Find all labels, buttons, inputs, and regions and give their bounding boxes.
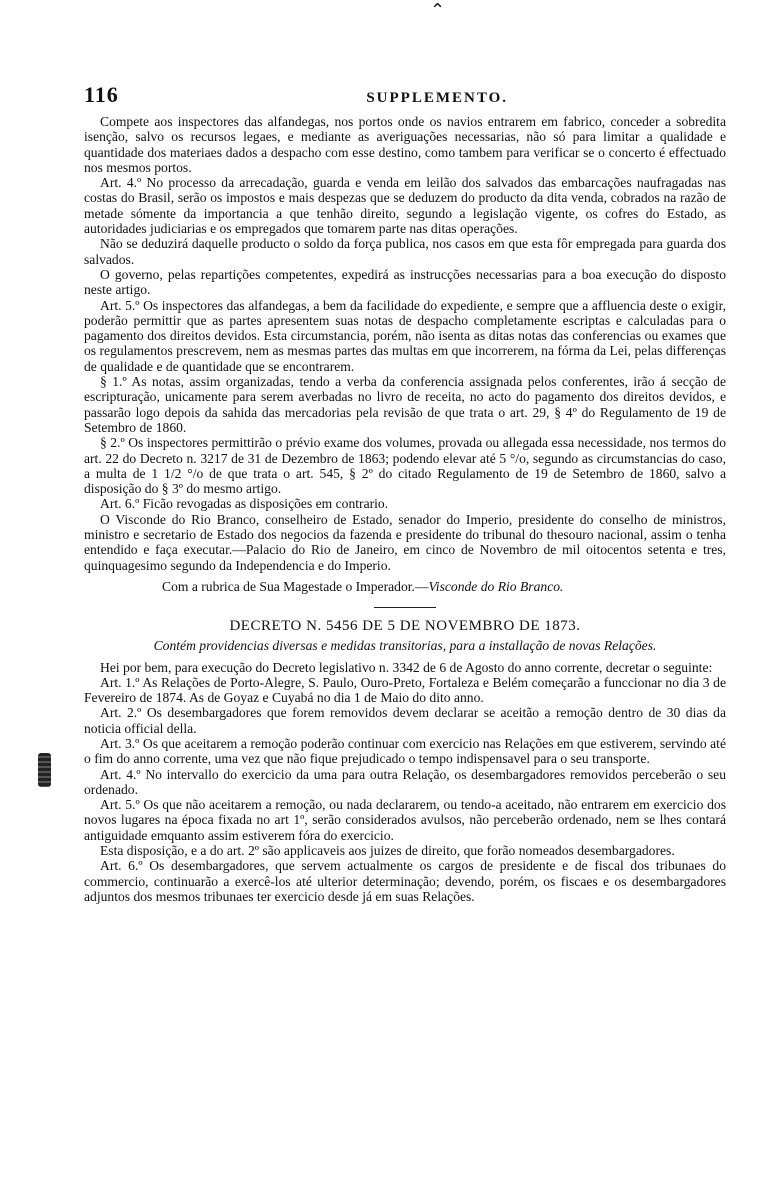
- running-title: SUPPLEMENTO.: [366, 90, 508, 106]
- paragraph: O Visconde do Rio Branco, conselheiro de Estado, senador do Imperio, presidente do conselho de ministros, ministro e secretario de Estado dos negocios da fazenda e presidente do tribunal do thesouro nacional, assim o tenha entendido e faça executar.—Palacio do Rio de Janeiro, em cinco de Novembro de mil oitocentos setenta e tres, quinquagesimo segundo da Independencia e do Imperio.: [84, 511, 726, 573]
- paragraph: Art. 5.º Os que não aceitarem a remoção, ou nada declararem, ou tendo-a aceitado, não entrarem em exercicio dos novos lugares na época fixada no art 1º, serão considerados avulsos, não perceberão ordenado, nem se lhes contará antiguidade emquanto assim estiverem fóra do exercicio.: [84, 797, 726, 843]
- paragraph: Não se deduzirá daquelle producto o soldo da força publica, nos casos em que esta fôr empregada para guarda dos salvados.: [84, 236, 726, 267]
- decree-summary: Contém providencias diversas e medidas transitorias, para a installação de novas Relações.: [153, 638, 657, 654]
- page-body: [84, 82, 726, 904]
- page-number: 116: [84, 82, 119, 107]
- paragraph: Art. 4.º No processo da arrecadação, guarda e venda em leilão dos salvados das embarcações naufragadas nas costas do Brasil, serão os impostos e mais despezas que se deduzem do producto da dita venda, cobrados na razão de metade sómente da importancia a que tenhão direito, segundo a legislação vigente, os cofres do Estado, as autoridades judiciarias e os empregados que tomarem parte nas ditas operações.: [84, 175, 726, 237]
- signature-prefix: Com a rubrica de Sua Magestade o Imperador.—: [162, 578, 429, 594]
- paragraph: Esta disposição, e a do art. 2º são applicaveis aos juizes de direito, que forão nomeados desembargadores.: [100, 843, 675, 859]
- paragraph: Compete aos inspectores das alfandegas, nos portos onde os navios entrarem em fabrico, conceder a sobredita isenção, salvo os recursos legaes, e mediante as averiguações necessarias, não só para limitar a qualidade e quantidade dos materiaes dados a despacho com esse destino, como tambem para verificar se o concerto é effectuado nos mesmos portos.: [84, 114, 726, 175]
- paragraph: Hei por bem, para execução do Decreto legislativo n. 3342 de 6 de Agosto do anno corrente, decretar o seguinte:: [100, 659, 713, 675]
- paragraph: § 1.º As notas, assim organizadas, tendo a verba da conferencia assignada pelos conferentes, irão á secção de escripturação, unicamente para serem averbadas no livro de receita, no acto do pagamento dos direitos devidos, e passarão logo depois da sahida das mercadorias pela revisão de que trata o art. 29, § 4º do Regulamento de 19 de Setembro de 1860.: [84, 374, 726, 435]
- paragraph: § 2.º Os inspectores permittirão o prévio exame dos volumes, provada ou allegada essa necessidade, nos termos do art. 22 do Decreto n. 3217 de 31 de Dezembro de 1863; podendo elevar até 5 °/o, segundo as circumstancias do caso, a multa de 1 1/2 °/o de que trata o art. 545, § 2º do citado Regulamento de 19 de Setembro de 1860, salvo a disposição do § 3º do mesmo artigo.: [84, 435, 726, 497]
- paragraph: Art. 1.º As Relações de Porto-Alegre, S. Paulo, Ouro-Preto, Fortaleza e Belém começarão a funccionar no dia 3 de Fevereiro de 1874. As de Goyaz e Cuyabá no dia 1 de Maio do dito anno.: [84, 674, 726, 706]
- paragraph: Art. 5.º Os inspectores das alfandegas, a bem da facilidade do expediente, e sempre que a affluencia deste o exigir, poderão permittir que as partes apresentem suas notas de despacho completamente escriptas e calculadas para o pagamento dos direitos devidos. Esta circumstancia, porém, não isenta as ditas notas das conferencias ou exames que os regulamentos prescrevem, nem as mesmas partes das multas em que incorrerem, na fórma da Lei, pelas differenças de qualidade e de quantidade que se encontrarem.: [84, 297, 726, 374]
- section-divider: [374, 607, 436, 608]
- page-header: [84, 82, 726, 112]
- top-margin-mark: ⌃: [430, 0, 446, 20]
- paragraph: Art. 2.º Os desembargadores que forem removidos devem declarar se aceitão a remoção dentro de 30 dias da noticia official della.: [84, 705, 726, 736]
- paragraph: Art. 3.º Os que aceitarem a remoção poderão continuar com exercicio nas Relações em que estiverem, servindo até o fim do anno corrente, uma vez que não fique prejudicado o tempo indispensavel para o seu transporte.: [84, 735, 726, 767]
- signature-name: Visconde do Rio Branco.: [428, 578, 564, 594]
- signature-line: [84, 579, 726, 594]
- paragraph: Art. 4.º No intervallo do exercicio da uma para outra Relação, os desembargadores removidos perceberão o seu ordenado.: [84, 766, 726, 797]
- paragraph: O governo, pelas repartições competentes, expedirá as instrucções necessarias para a boa execução do disposto neste artigo.: [84, 266, 726, 298]
- paragraph: Art. 6.º Ficão revogadas as disposições em contrario.: [100, 496, 389, 512]
- decree-title: DECRETO N. 5456 DE 5 DE NOVEMBRO DE 1873.: [229, 618, 581, 635]
- paragraph: Art. 6.º Os desembargadores, que servem actualmente os cargos de presidente e de fiscal dos tribunaes do commercio, continuarão a exercê-los até ulterior determinação; devendo, porém, os fiscaes e os desembargadores adjuntos dos mesmos tribunaes ter exercicio desde já em suas Relações.: [84, 858, 726, 904]
- binding-margin-mark: [38, 753, 51, 787]
